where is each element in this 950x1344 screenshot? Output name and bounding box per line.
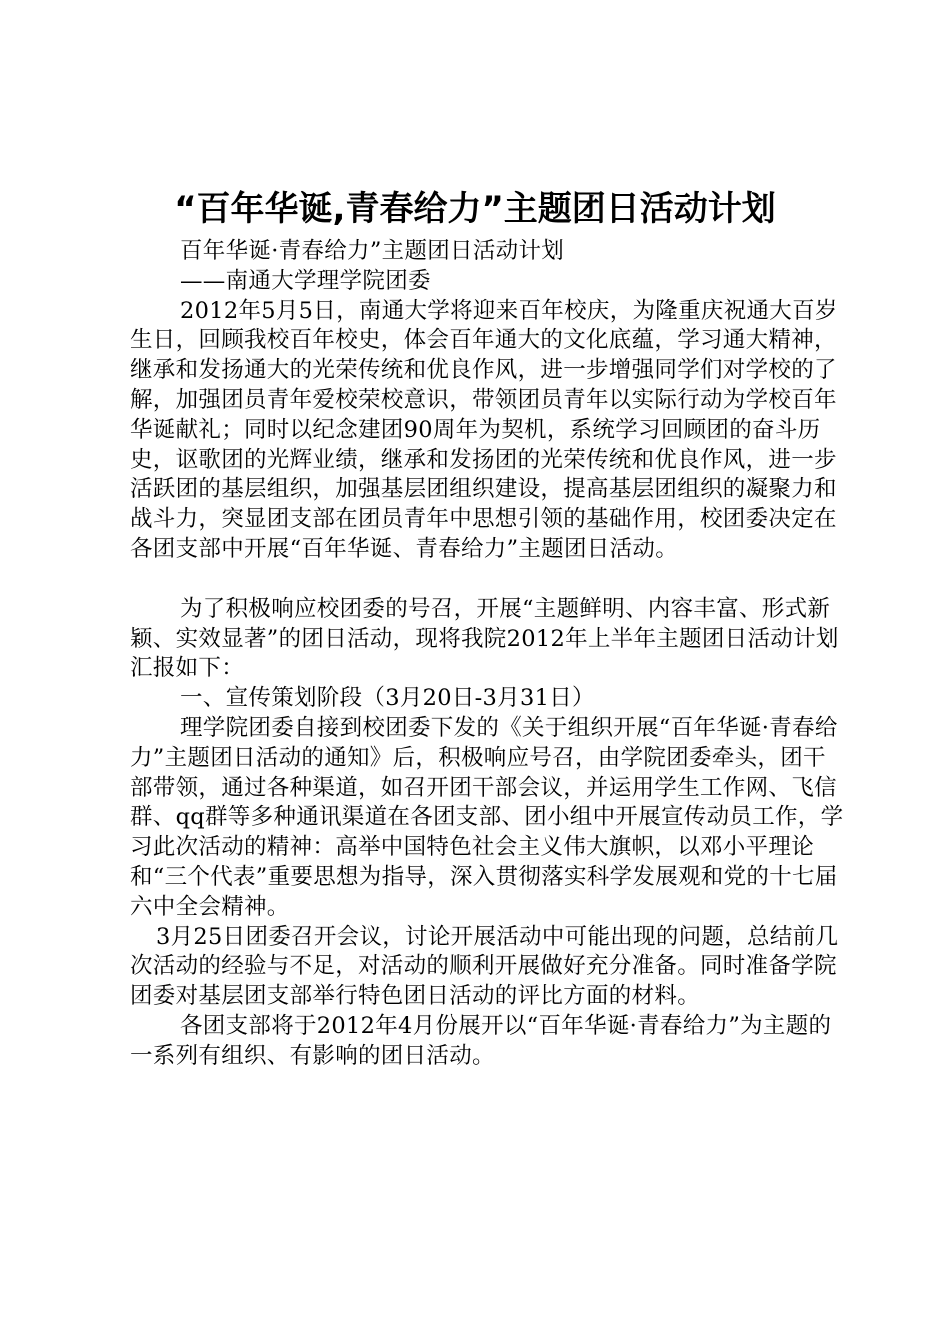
paragraph-response: 为了积极响应校团委的号召，开展“主题鲜明、内容丰富、形式新颖、实效显著”的团日活动，现将我院2012年上半年主题团日活动计划汇报如下： bbox=[130, 595, 839, 682]
paragraph-intro: 2012年5月5日，南通大学将迎来百年校庆，为隆重庆祝通大百岁生日，回顾我校百年校史，体会百年通大的文化底蕴，学习通大精神，继承和发扬通大的光荣传统和优良作风，进一步增强同学们对学校的了解，加强团员青年爱校荣校意识，带领团员青年以实际行动为学校百年华诞献礼；同时以纪念建团90周年为契机，系统学习回顾团的奋斗历史，讴歌团的光辉业绩，继承和发扬团的光荣传统和优良作风，进一步活跃团的基层组织，加强基层团组织建设，提高基层团组织的凝聚力和战斗力，突显团支部在团员青年中思想引领的基础作用，校团委决定在各团支部中开展“百年华诞、青春给力”主题团日活动。 bbox=[130, 297, 838, 562]
section-heading-stage-one: 一、宣传策划阶段（3月20日-3月31日） bbox=[180, 685, 595, 712]
author-line: ——南通大学理学院团委 bbox=[180, 267, 431, 294]
document-body bbox=[130, 237, 848, 1072]
paragraph-meeting: 3月25日团委召开会议，讨论开展活动中可能出现的问题，总结前几次活动的经验与不足，对活动的顺利开展做好充分准备。同时准备学院团委对基层团支部举行特色团日活动的评比方面的材料。 bbox=[130, 923, 839, 1010]
paragraph-spacer bbox=[130, 565, 848, 595]
document-title: “百年华诞,青春给力”主题团日活动计划 bbox=[174, 189, 776, 229]
paragraph-stage-one: 理学院团委自接到校团委下发的《关于组织开展“百年华诞·青春给力”主题团日活动的通知》后，积极响应号召，由学院团委牵头，团干部带领，通过各种渠道，如召开团干部会议，并运用学生工作网、飞信群、qq群等多种通讯渠道在各团支部、团小组中开展宣传动员工作，学习此次活动的精神：高举中国特色社会主义伟大旗帜，以邓小平理论和“三个代表”重要思想为指导，深入贯彻落实科学发展观和党的十七届六中全会精神。 bbox=[130, 714, 844, 920]
subtitle-line: 百年华诞·青春给力”主题团日活动计划 bbox=[180, 238, 565, 264]
paragraph-activities: 各团支部将于2012年4月份展开以“百年华诞·青春给力”为主题的一系列有组织、有影响的团日活动。 bbox=[130, 1012, 832, 1069]
